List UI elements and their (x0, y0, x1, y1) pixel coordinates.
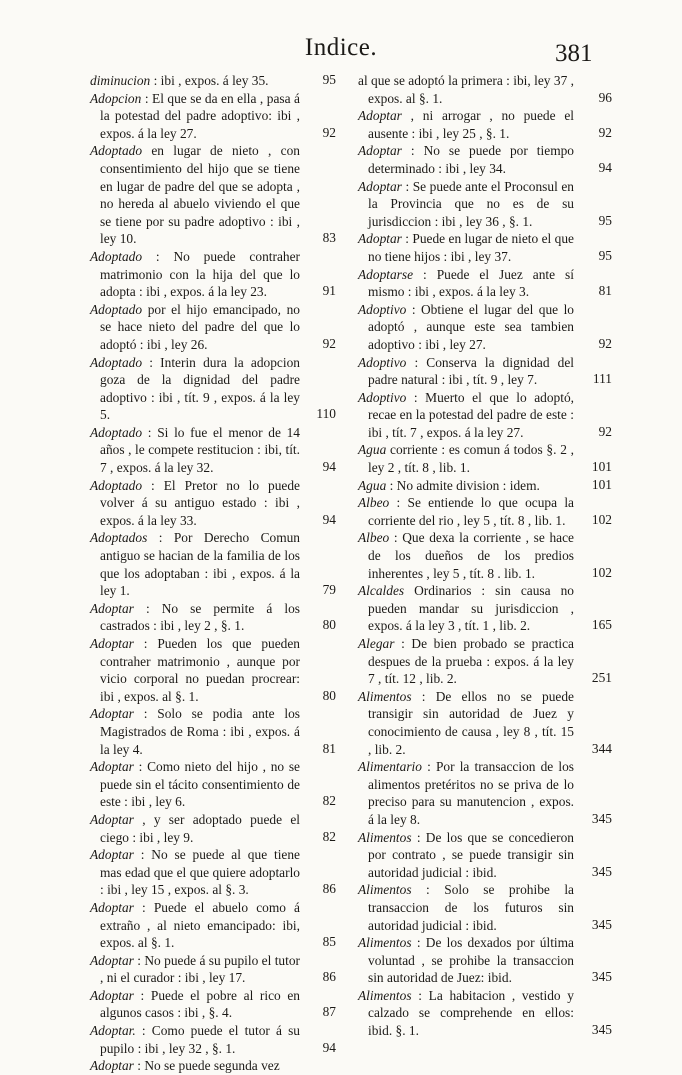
index-term: Adoptar (90, 600, 134, 616)
index-page-ref: 344 (591, 740, 612, 756)
index-page-ref: 92 (322, 124, 336, 140)
index-term: Adoptar (358, 178, 402, 194)
index-page-ref: 111 (592, 371, 612, 387)
index-page-ref: 80 (322, 687, 336, 703)
index-entry (358, 987, 612, 1040)
index-entry (90, 142, 336, 248)
index-page-ref: 345 (591, 916, 612, 932)
index-text: en lugar de nieto , con consentimiento del hijo que se tiene en lugar de padre del que se adopta , no hereda al abuelo viviendo el que se tiene por su padre adoptivo : ibi , ley 10. (100, 143, 300, 247)
index-entry (90, 811, 336, 846)
index-text: : De los que se concedieron por contrato , se puede transigir sin autoridad judicial : ibid. (368, 829, 574, 880)
index-entry (90, 90, 336, 143)
index-term: Adoptar (90, 636, 134, 651)
right-index-column (358, 72, 612, 1040)
index-entry (90, 705, 336, 758)
index-entry (358, 230, 612, 265)
index-entry (358, 635, 612, 688)
index-term: Adoptar (358, 108, 402, 124)
index-term: Adoptado (90, 477, 143, 493)
page-number: 381 (555, 40, 593, 67)
index-text: : Por Derecho Comun antiguo se hacian de la familia de los que los adoptaban : ibi , expos. á la ley 1. (100, 530, 300, 599)
index-text: : Se puede ante el Proconsul en la Provincia que no es de su jurisdiccion : ibi , ley 36 , §. 1. (368, 178, 574, 229)
index-term: Adoptar (90, 847, 134, 863)
index-text: : No se puede al que tiene mas edad que el que quiere adoptarlo : ibi , ley 15 , expos. al §. 3. (100, 847, 300, 898)
index-entry (90, 424, 336, 477)
index-page-ref: 94 (598, 159, 612, 175)
index-term: Adoptar (90, 899, 134, 915)
index-page-ref: 81 (322, 740, 336, 756)
index-text: : Conserva la dignidad del padre natural : ibi , tít. 9 , ley 7. (368, 354, 574, 388)
index-page-ref: 94 (322, 511, 336, 527)
page-title: Indice. (304, 34, 378, 61)
index-page-ref: 101 (591, 459, 612, 475)
index-term: Alimentos (358, 935, 412, 951)
index-text: : De bien probado se practica despues de la prueba : expos. á la ley 7 , tít. 12 , lib. 2. (368, 636, 574, 687)
index-term: Adoptado (90, 354, 143, 370)
index-page-ref: 79 (322, 582, 336, 598)
index-page-ref: 92 (598, 423, 612, 439)
index-page-ref: 85 (322, 934, 336, 950)
index-term: Alimentos (358, 688, 412, 704)
index-page-ref: 92 (322, 335, 336, 351)
index-text: al que se adoptó la primera : ibi, ley 37 , expos. al §. 1. (358, 73, 574, 106)
index-term: Alimentos (358, 882, 412, 898)
index-term: Agua (358, 477, 387, 493)
index-page-ref: 82 (322, 793, 336, 809)
index-term: Adoptado (90, 248, 143, 264)
index-term: Adoptar (90, 987, 134, 1003)
index-entry (358, 178, 612, 231)
index-text: , y ser adoptado puede el ciego : ibi , ley 9. (100, 811, 300, 845)
index-entry (358, 688, 612, 758)
index-text: , ni arrogar , no puede el ausente : ibi , ley 25 , §. 1. (368, 108, 574, 141)
index-text: : No admite division : idem. (386, 477, 540, 493)
index-page-ref: 86 (322, 969, 336, 985)
index-entry (90, 477, 336, 530)
index-text: : No puede á su pupilo el tutor , ni el curador : ibi , ley 17. (100, 952, 300, 986)
index-term: Adoptados (90, 530, 148, 546)
index-term: diminucion (90, 73, 151, 88)
index-page-ref: 83 (322, 230, 336, 246)
index-page-ref: 92 (598, 335, 612, 351)
index-page-ref: 95 (322, 72, 336, 87)
index-text: : Solo se prohibe la transaccion de los futuros sin autoridad judicial : ibid. (368, 882, 574, 933)
index-page-ref: 86 (322, 881, 336, 897)
index-text: : No puede contraher matrimonio con la hija del que lo adopta : ibi , expos. á la ley 23. (100, 248, 300, 300)
index-term: Adoptado (90, 143, 143, 159)
index-page-ref: 87 (322, 1004, 336, 1020)
index-entry (90, 758, 336, 811)
index-term: Alimentos (358, 987, 412, 1003)
index-entry (90, 301, 336, 354)
index-text: : Si lo fue el menor de 14 años , le compete restitucion : ibi, tít. 7 , expos. á la ley 32. (100, 424, 300, 476)
index-text: : Solo se podia ante los Magistrados de Roma : ibi , expos. á la ley 4. (100, 706, 300, 757)
index-term: Adoptar (90, 759, 134, 775)
index-page-ref: 96 (598, 89, 612, 105)
index-text: : Que dexa la corriente , se hace de los dueños de los predios inherentes , ley 5 , tít. 8 . lib. 1. (368, 530, 574, 581)
index-entry (90, 354, 336, 424)
index-text: : Interin dura la adopcion goza de la dignidad del padre adoptivo : ibi , tít. 9 , expos. á la ley 5. (100, 354, 300, 423)
index-page-ref: 165 (591, 617, 612, 633)
index-page-ref: 95 (598, 212, 612, 228)
index-term: Adoptado (90, 301, 143, 317)
index-text: : ibi , expos. á ley 35. (150, 73, 269, 88)
index-term: Adoptar (358, 231, 402, 247)
index-page-ref: 95 (598, 247, 612, 263)
index-page-ref: 101 (591, 476, 612, 492)
index-page-ref: 91 (322, 283, 336, 299)
index-text: : Puede el Juez ante sí mismo : ibi , expos. á la ley 3. (368, 266, 574, 300)
index-term: Adoptar (90, 706, 134, 722)
index-page-ref: 80 (322, 617, 336, 633)
index-text: corriente : es comun á todos §. 2 , ley 2 , tít. 8 , lib. 1. (368, 442, 574, 476)
index-text: : Puede en lugar de nieto el que no tiene hijos : ibi , ley 37. (368, 231, 574, 264)
index-entry (90, 635, 336, 705)
index-text: : De ellos no se puede transigir sin autoridad de Juez y conocimiento de causa , ley 8 , tít. 15 , lib. 2. (368, 688, 574, 757)
index-entry (358, 758, 612, 828)
index-text: : No se puede por tiempo determinado : ibi , ley 34. (368, 143, 574, 176)
index-text: : No se puede segunda vez (133, 1058, 280, 1074)
index-text: : De los dexados por última voluntad , se prohibe la transaccion sin autoridad de Juez: ibid. (368, 935, 574, 986)
index-entry (358, 494, 612, 529)
index-page-ref: 102 (591, 564, 612, 580)
index-text: : Por la transaccion de los alimentos pretéritos no se priva de lo preciso para su manutencion , expos. á la ley 8. (368, 759, 574, 827)
index-text: : Se entiende lo que ocupa la corriente del rio , ley 5 , tít. 8 , lib. 1. (368, 495, 574, 528)
index-term: Adoptivo (358, 301, 407, 317)
index-entry (358, 142, 612, 177)
index-entry (358, 582, 612, 635)
index-entry (90, 72, 336, 90)
index-entry (358, 529, 612, 582)
index-term: Adoptar (358, 143, 402, 159)
index-entry (90, 600, 336, 635)
index-page-ref: 81 (598, 283, 612, 299)
index-entry (90, 1057, 336, 1075)
index-page-ref: 345 (591, 969, 612, 985)
index-page-ref: 345 (591, 863, 612, 879)
index-page-ref: 102 (591, 511, 612, 527)
index-entry (358, 389, 612, 442)
index-text: por el hijo emancipado, no se hace nieto del padre del que lo adoptó : ibi , ley 26. (100, 301, 300, 352)
index-term: Adoptarse (358, 266, 414, 282)
index-entry (90, 987, 336, 1022)
index-term: Alegar (358, 636, 395, 651)
index-text: : Como nieto del hijo , no se puede sin el tácito consentimiento de este : ibi , ley 6. (100, 759, 300, 810)
index-entry (358, 301, 612, 354)
index-term: Adopcion (90, 90, 142, 106)
index-term: Alimentos (358, 829, 412, 845)
index-page-ref: 94 (322, 1039, 336, 1055)
index-term: Adoptar (90, 811, 134, 827)
index-entry (90, 529, 336, 599)
index-entry (358, 477, 612, 495)
index-entry (358, 934, 612, 987)
index-text: : El Pretor no lo puede volver á su antiguo estado : ibi , expos. á la ley 33. (100, 477, 300, 528)
index-term: Adoptar. (90, 1023, 136, 1039)
index-entry (358, 107, 612, 142)
index-term: Adoptar (90, 952, 134, 968)
index-text: : Puede el abuelo como á extraño , al nieto emancipado: ibi, expos. al §. 1. (100, 899, 300, 951)
index-text: : Muerto el que lo adoptó, recae en la potestad del padre de este : ibi , tít. 7 , expos. á la ley 27. (368, 389, 574, 440)
index-entry (90, 1022, 336, 1057)
index-term: Adoptado (90, 424, 143, 440)
index-term: Agua (358, 442, 387, 458)
index-entry (358, 881, 612, 934)
index-term: Adoptivo (358, 389, 407, 405)
index-page-ref: 110 (316, 406, 336, 422)
index-entry (358, 441, 612, 476)
index-entry (90, 248, 336, 301)
index-entry (90, 846, 336, 899)
index-term: Adoptar (90, 1058, 134, 1074)
index-page-ref: 345 (591, 810, 612, 826)
index-page-ref: 251 (591, 670, 612, 686)
index-page-ref: 94 (322, 459, 336, 475)
index-text: : El que se da en ella , pasa á la potestad del padre adoptivo: ibi , expos. á la ley 27. (100, 90, 300, 141)
index-page-ref: 92 (598, 124, 612, 140)
index-entry (358, 266, 612, 301)
left-index-column (90, 72, 336, 1075)
index-term: Alimentario (358, 759, 422, 775)
index-text: : No se permite á los castrados : ibi , ley 2 , §. 1. (100, 600, 300, 634)
index-entry (90, 952, 336, 987)
index-text: : Obtiene el lugar del que lo adoptó , aunque este sea tambien adoptivo : ibi , ley 27. (368, 301, 574, 352)
index-term: Albeo (358, 495, 390, 511)
index-text: Ordinarios : sin causa no pueden mandar su jurisdiccion , expos. á la ley 3 , tít. 1 , lib. 2. (368, 583, 574, 634)
index-text: : Pueden los que pueden contraher matrimonio , aunque por vicio corporal no puedan procrear: ibi , expos. al §. 1. (100, 636, 300, 704)
index-page-ref: 82 (322, 828, 336, 844)
index-entry (358, 72, 612, 107)
index-text: : Puede el pobre al rico en algunos casos : ibi , §. 4. (100, 987, 300, 1021)
index-text: : La habitacion , vestido y calzado se comprehende en ellos: ibid. §. 1. (368, 987, 574, 1039)
index-term: Alcaldes (358, 583, 405, 599)
index-page-ref: 345 (591, 1022, 612, 1038)
index-entry (358, 829, 612, 882)
index-term: Albeo (358, 530, 390, 546)
index-term: Adoptivo (358, 354, 407, 370)
index-entry (90, 899, 336, 952)
index-text: : Como puede el tutor á su pupilo : ibi , ley 32 , §. 1. (100, 1023, 300, 1056)
index-entry (358, 354, 612, 389)
